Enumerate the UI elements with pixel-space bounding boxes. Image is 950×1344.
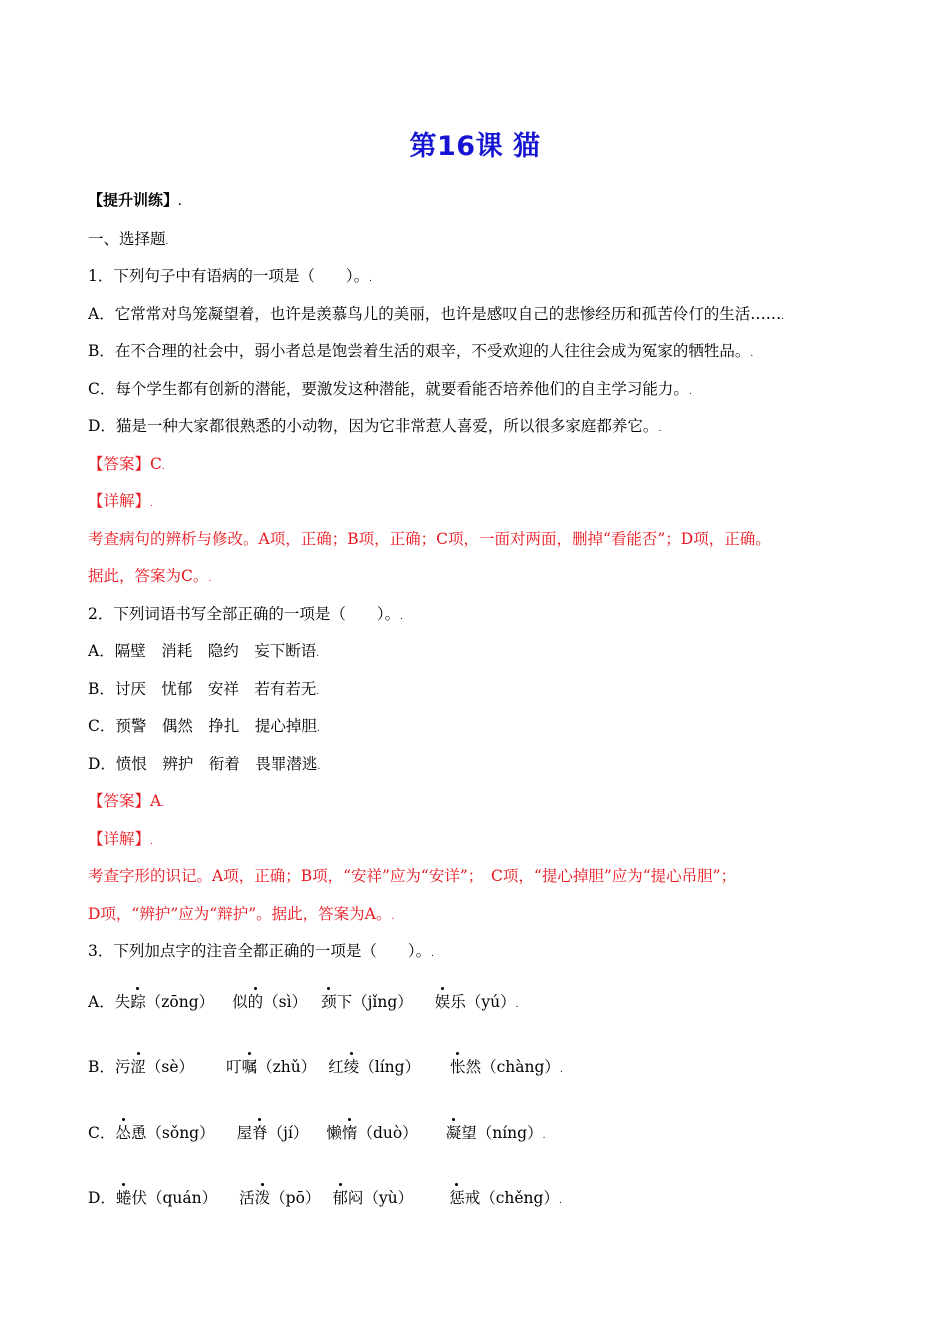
q2-answer: 【答案】A. <box>88 792 165 810</box>
page-title: 第16课 猫 <box>409 131 541 162</box>
section-one-heading: 一、选择题. <box>88 230 169 248</box>
q2-option-d: D．愤恨 辨护 衔着 畏罪潜逃. <box>88 755 321 773</box>
emphasis-dot-char: 涩 <box>130 1058 146 1076</box>
q1-stem: 1．下列句子中有语病的一项是（ ）。. <box>88 267 372 285</box>
q2-option-a: A．隔壁 消耗 隐约 妄下断语. <box>88 642 320 660</box>
emphasis-dot-char: 嘱 <box>241 1058 258 1076</box>
q1-option-a: A．它常常对鸟笼凝望着，也许是羡慕鸟儿的美丽，也许是感叹自己的悲惨经历和孤苦伶仃的生活……. <box>88 305 785 323</box>
emphasis-dot-char: 郁 <box>332 1189 348 1207</box>
emphasis-dot-char: 怅 <box>450 1058 466 1076</box>
emphasis-dot-char: 绫 <box>343 1058 360 1076</box>
emphasis-dot-char: 怂 <box>115 1124 131 1142</box>
q2-option-b: B．讨厌 忧郁 安祥 若有若无. <box>88 680 320 698</box>
emphasis-dot-char: 娱 <box>434 993 451 1011</box>
emphasis-dot-char: 脊 <box>252 1124 268 1142</box>
emphasis-dot-char: 凝 <box>445 1124 462 1142</box>
q1-option-c: C．每个学生都有创新的潜能，要激发这种潜能，就要看能否培养他们的自主学习能力。. <box>88 380 692 398</box>
q2-detail-text-1: 考查字形的识记。A项，正确；B项，“安祥”应为“安详”； C项，“提心掉胆”应为“提心吊胆”； <box>88 867 737 885</box>
q3-option-d: D．蜷伏（quán） 活泼（pō） 郁闷（yù） 惩戒（chěng）. <box>88 1189 562 1207</box>
q3-option-c: C．怂恿（sǒng） 屋脊（jí） 懒惰（duò） 凝望（níng）. <box>88 1124 546 1142</box>
q1-answer: 【答案】C. <box>88 455 165 473</box>
q1-detail-label: 【详解】. <box>88 492 153 510</box>
emphasis-dot-char: 惩 <box>449 1189 465 1207</box>
emphasis-dot-char: 惰 <box>341 1124 358 1142</box>
q2-detail-text-2: D项，“辨护”应为“辩护”。据此，答案为A。. <box>88 905 395 923</box>
section-header: 【提升训练】. <box>88 191 182 209</box>
q2-detail-label: 【详解】. <box>88 830 153 848</box>
q1-option-b: B．在不合理的社会中，弱小者总是饱尝着生活的艰辛，不受欢迎的人往往会成为冤家的牺牲品。. <box>88 342 754 360</box>
q2-option-c: C．预警 偶然 挣扎 提心掉胆. <box>88 717 320 735</box>
emphasis-dot-char: 蜷 <box>115 1189 132 1207</box>
q1-detail-text-1: 考查病句的辨析与修改。A项，正确；B项，正确；C项，一面对两面，删掉“看能否”；D项，正确。 <box>88 530 771 548</box>
q3-stem: 3．下列加点字的注音全都正确的一项是（ ）。. <box>88 942 434 960</box>
emphasis-dot-char: 泼 <box>254 1189 271 1207</box>
q2-stem: 2．下列词语书写全部正确的一项是（ ）。. <box>88 605 403 623</box>
q1-option-d: D．猫是一种大家都很熟悉的小动物，因为它非常惹人喜爱，所以很多家庭都养它。. <box>88 417 662 435</box>
q3-option-b: B．污涩（sè） 叮嘱（zhǔ） 红绫（líng） 怅然（chàng）. <box>88 1058 563 1076</box>
q1-detail-text-2: 据此，答案为C。. <box>88 567 212 585</box>
emphasis-dot-char: 颈 <box>321 993 337 1011</box>
q3-option-a: A．失踪（zōng） 似的（sì） 颈下（jǐng） 娱乐（yú）. <box>88 993 519 1011</box>
emphasis-dot-char: 的 <box>247 993 264 1011</box>
emphasis-dot-char: 踪 <box>130 993 146 1011</box>
